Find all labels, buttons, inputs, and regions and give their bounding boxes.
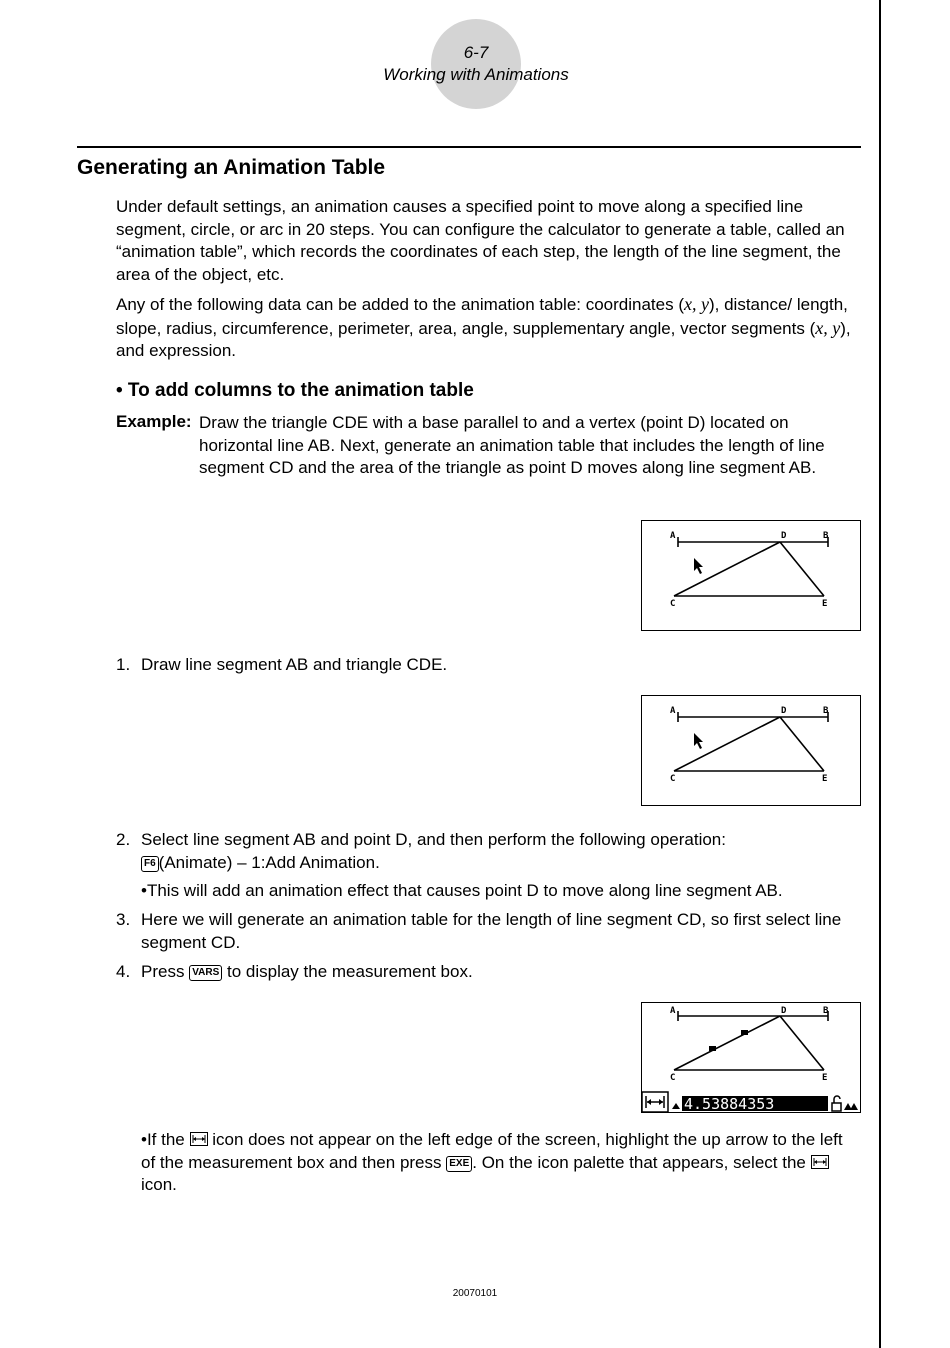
calculator-screen-2 xyxy=(641,695,861,806)
calculator-screen-3 xyxy=(641,1002,861,1113)
page-number: 6-7 xyxy=(463,43,489,62)
point-label-c: C xyxy=(670,774,676,784)
footer-code: 20070101 xyxy=(452,1288,498,1299)
intro-paragraph-2: Any of the following data can be added to the animation table: coordinates (x, y), distance/ length, slope, radius, circumference, perimeter, area, angle, supplementary angle, vector segments (x, y), and expression. xyxy=(116,294,851,360)
exe-key-icon: EXE xyxy=(446,1156,472,1172)
point-label-e: E xyxy=(822,599,828,609)
vars-key-icon: VARS xyxy=(189,965,222,981)
up-arrow-icon xyxy=(672,1103,680,1109)
example-text: Draw the triangle CDE with a base parallel to and a vertex (point D) located on horizontal line AB. Next, generate an animation table that includes the length of line segment CD and the area of the triangle as point D moves along line segment AB. xyxy=(199,413,825,477)
palette-arrow-icon xyxy=(844,1103,858,1110)
point-label-c: C xyxy=(670,599,676,609)
calculator-screen-1 xyxy=(641,520,861,631)
point-label-a: A xyxy=(670,1006,676,1016)
point-label-a: A xyxy=(670,531,676,541)
final-note: •If the icon does not appear on the left edge of the screen, highlight the up arrow to the left of the measurement box and then press EXE . On the icon palette that appears, select the icon. xyxy=(141,1130,843,1194)
example-label: Example: xyxy=(116,412,192,431)
subheading: • To add columns to the animation table xyxy=(116,380,474,401)
header-circle xyxy=(431,19,521,109)
point-label-e: E xyxy=(822,774,828,784)
point-label-a: A xyxy=(670,706,676,716)
measurement-value: 4.53884353 xyxy=(684,1095,775,1112)
f6-key-icon: F6 xyxy=(141,856,159,872)
heading-rule xyxy=(77,146,861,148)
point-label-d: D xyxy=(781,706,787,716)
intro-paragraph-1: Under default settings, an animation causes a specified point to move along a specified line segment, circle, or arc in 20 steps. You can configure the calculator to generate a table, called an “animation table”, which records the coordinates of each step, the length of the line segment, the area of the object, etc. xyxy=(116,197,845,284)
section-title: Working with Animations xyxy=(383,65,569,84)
right-margin-rule xyxy=(879,0,881,1348)
page-heading: Generating an Animation Table xyxy=(77,156,386,179)
point-label-d: D xyxy=(781,531,787,541)
point-label-c: C xyxy=(670,1073,676,1083)
point-label-e: E xyxy=(822,1073,828,1083)
step-2-note: •This will add an animation effect that causes point D to move along line segment AB. xyxy=(141,881,783,900)
point-label-d: D xyxy=(781,1006,787,1016)
point-label-b: B xyxy=(823,531,829,541)
point-label-b: B xyxy=(823,706,829,716)
measure-length-icon xyxy=(190,1132,208,1146)
lock-icon xyxy=(832,1096,841,1111)
point-label-b: B xyxy=(823,1006,829,1016)
measure-length-icon xyxy=(811,1155,829,1169)
